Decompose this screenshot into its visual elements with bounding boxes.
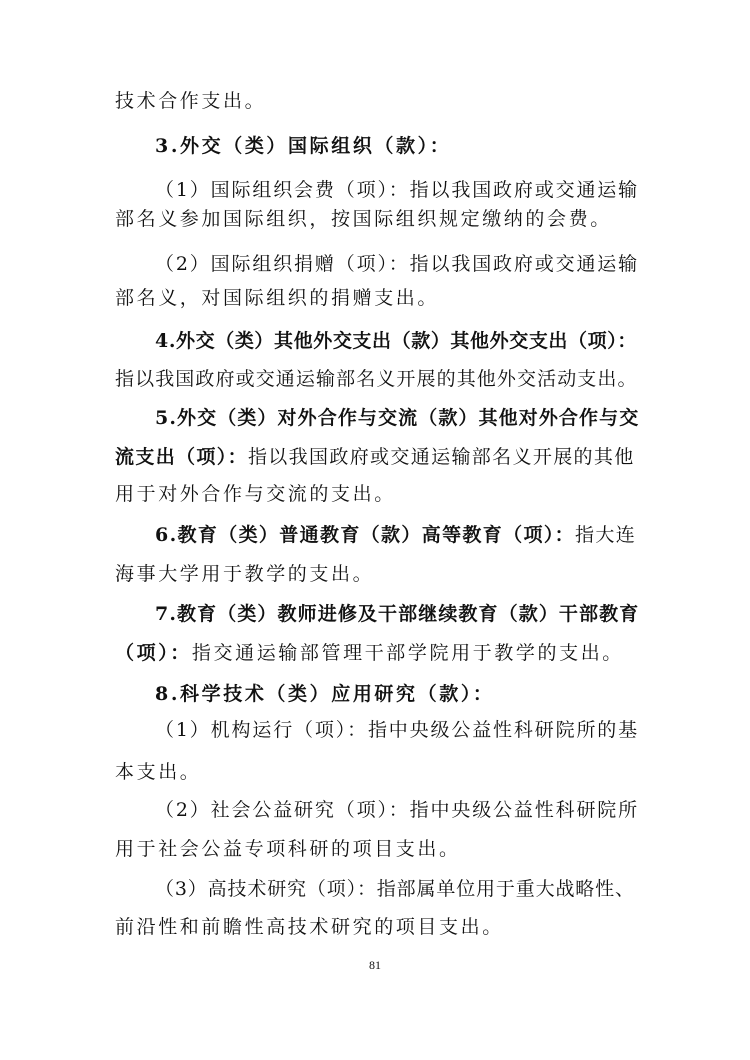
section-heading: 6.教育（类）普通教育（款）高等教育（项）：: [155, 524, 576, 546]
text-line: 技术合作支出。: [115, 90, 267, 112]
text-line: （3）高技术研究（项）：指部属单位用于重大战略性、: [155, 878, 635, 900]
text-line: 用于社会公益专项科研的项目支出。: [115, 838, 461, 860]
section-heading: 4.外交（类）其他外交支出（款）其他外交支出（项）：: [155, 330, 637, 352]
text-line: [155, 522, 640, 548]
text-span: 指大连: [575, 524, 637, 546]
text-line: （1）机构运行（项）：指中央级公益性科研院所的基: [155, 719, 639, 741]
text-line: （2）国际组织捐赠（项）：指以我国政府或交通运输: [155, 253, 639, 275]
section-heading: （项）：: [115, 642, 192, 664]
section-heading: 5.外交（类）对外合作与交流（款）其他对外合作与交: [155, 407, 640, 429]
text-line: （1）国际组织会费（项）：指以我国政府或交通运输: [155, 179, 639, 201]
text-line: [155, 601, 640, 627]
text-line: 本支出。: [115, 761, 202, 783]
text-line: （2）社会公益研究（项）：指中央级公益性科研院所: [155, 799, 639, 821]
section-heading: 3.外交（类）国际组织（款）：: [155, 135, 452, 157]
text-line: [115, 444, 640, 470]
page-number: 81: [369, 958, 381, 972]
section-heading: 流支出（项）：: [115, 446, 248, 468]
text-line: 部名义参加国际组织，按国际组织规定缴纳的会费。: [115, 208, 612, 230]
text-line: 前沿性和前瞻性高技术研究的项目支出。: [115, 916, 504, 938]
text-line: [115, 640, 640, 666]
text-span: 指以我国政府或交通运输部名义开展的其他: [247, 446, 635, 468]
section-heading: 7.教育（类）教师进修及干部继续教育（款）干部教育: [155, 603, 640, 625]
text-span: 指交通运输部管理干部学院用于教学的支出。: [191, 642, 624, 664]
text-line: [155, 405, 640, 431]
text-line: 用于对外合作与交流的支出。: [115, 483, 396, 505]
text-line: 指以我国政府或交通运输部名义开展的其他外交活动支出。: [115, 368, 638, 390]
text-line: 海事大学用于教学的支出。: [115, 563, 375, 585]
section-heading: 8.科学技术（类）应用研究（款）：: [155, 683, 495, 705]
text-line: 部名义，对国际组织的捐赠支出。: [115, 287, 440, 309]
